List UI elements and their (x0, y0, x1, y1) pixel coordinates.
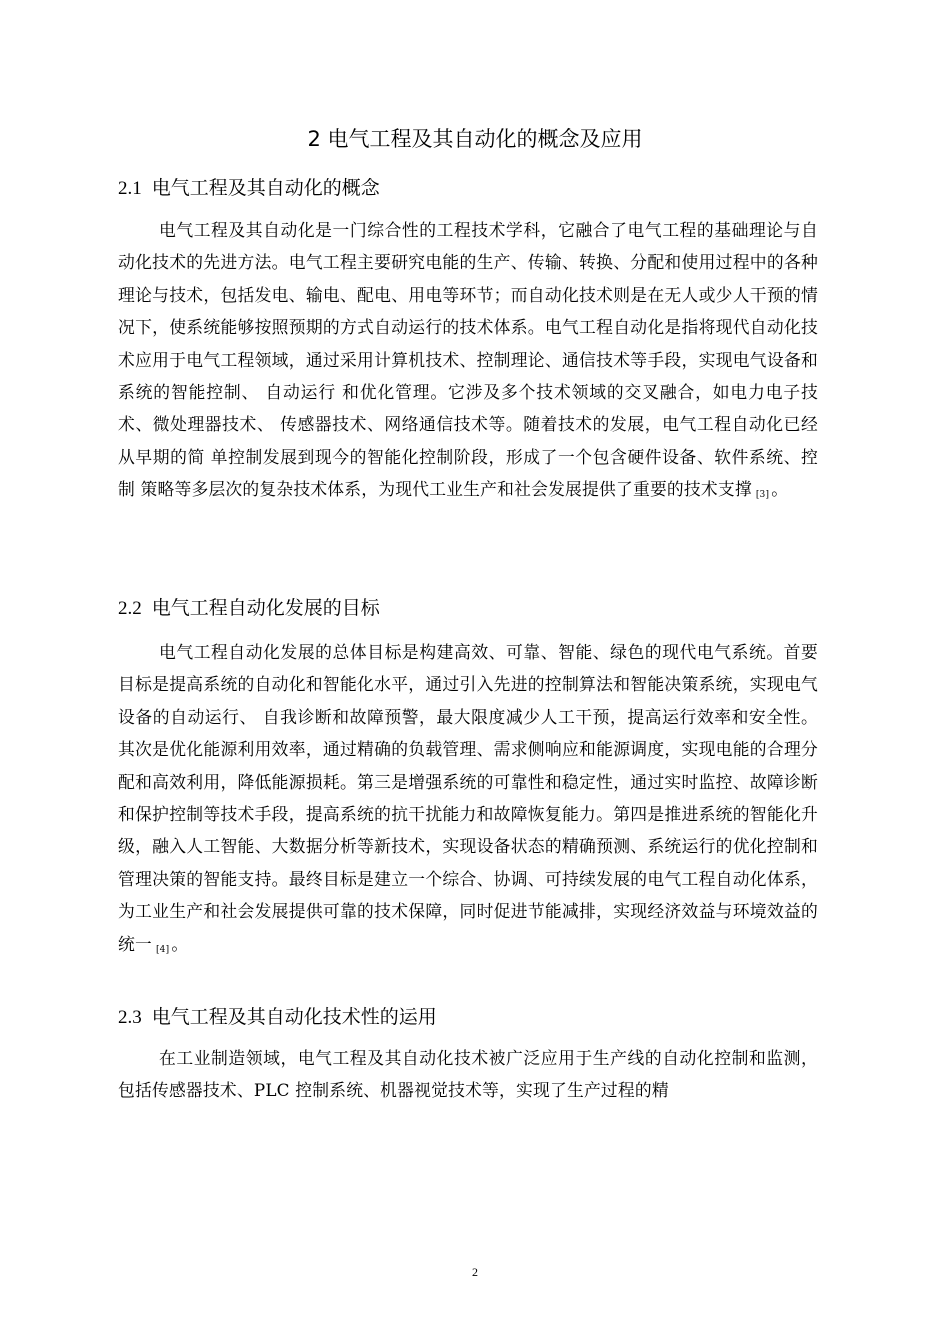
citation-marker: [3] (755, 490, 770, 501)
section-heading-2-1 (118, 174, 832, 203)
section-number: 2.3 (118, 1007, 142, 1028)
paragraph-end: 。 (171, 933, 189, 954)
section-heading-2-2 (118, 594, 832, 623)
section-number: 2.2 (118, 598, 142, 619)
section-body-2-3 (118, 1042, 818, 1107)
paragraph-text: 电气工程及其自动化是一门综合性的工程技术学科，它融合了电气工程的基础理论与自动化技术的先进方法。电气工程主要研究电能的生产、传输、转换、分配和使用过程中的各种理论与技术，包括发电、输电、配电、用电等环节；而自动化技术则是在无人或少人干预的情况下，使系统能够按照预期的方式自动运行的技术体系。电气工程自动化是指将现代自动化技术应用于电气工程领域，通过采用计算机技术、控制理论、通信技术等手段，实现电气设备和系统的智能控制、 自动运行 和优化管理。它涉及多个技术领域的交叉融合，如电力电子技术、微处理器技术、 传感器技术、网络通信技术等。随着技术的发展，电气工程自动化已经从早期的简 单控制发展到现今的智能化控制阶段，形成了一个包含硬件设备、软件系统、控制 策略等多层次的复杂技术体系，为现代工业生产和社会发展提供了重要的技术支撑 (118, 220, 818, 500)
section-number: 2.1 (118, 178, 142, 199)
section-heading-2-3 (118, 1003, 832, 1032)
chapter-title: 2 电气工程及其自动化的概念及应用 (307, 127, 643, 151)
page-number: 2 (472, 1265, 478, 1279)
section-title: 电气工程自动化发展的目标 (151, 597, 380, 619)
section-title: 电气工程及其自动化技术性的运用 (151, 1006, 437, 1028)
section-body-2-2 (118, 636, 818, 966)
citation-marker: [4] (155, 944, 170, 955)
section-body-2-1 (118, 214, 818, 512)
paragraph-text: 电气工程自动化发展的总体目标是构建高效、可靠、智能、绿色的现代电气系统。首要目标是提高系统的自动化和智能化水平，通过引入先进的控制算法和智能决策系统，实现电气设备的自动运行、 自我诊断和故障预警，最大限度减少人工干预，提高运行效率和安全性。其次是优化能源利用效率，通过精确的负载管理、需求侧响应和能源调度，实现电能的合理分配和高效利用，降低能源损耗。第三是增强系统的可靠性和稳定性，通过实时监控、故障诊断和保护控制等技术手段，提高系统的抗干扰能力和故障恢复能力。第四是推进系统的智能化升级，融入人工智能、大数据分析等新技术，实现设备状态的精确预测、系统运行的优化控制和管理决策的智能支持。最终目标是建立一个综合、协调、可持续发展的电气工程自动化体系，为工业生产和社会发展提供可靠的技术保障，同时促进节能减排，实现经济效益与环境效益的统一 (118, 642, 818, 954)
section-title: 电气工程及其自动化的概念 (151, 177, 380, 199)
paragraph-end: 。 (771, 479, 789, 500)
paragraph-text: 在工业制造领域，电气工程及其自动化技术被广泛应用于生产线的自动化控制和监测，包括传感器技术、PLC 控制系统、机器视觉技术等，实现了生产过程的精 (118, 1048, 818, 1101)
